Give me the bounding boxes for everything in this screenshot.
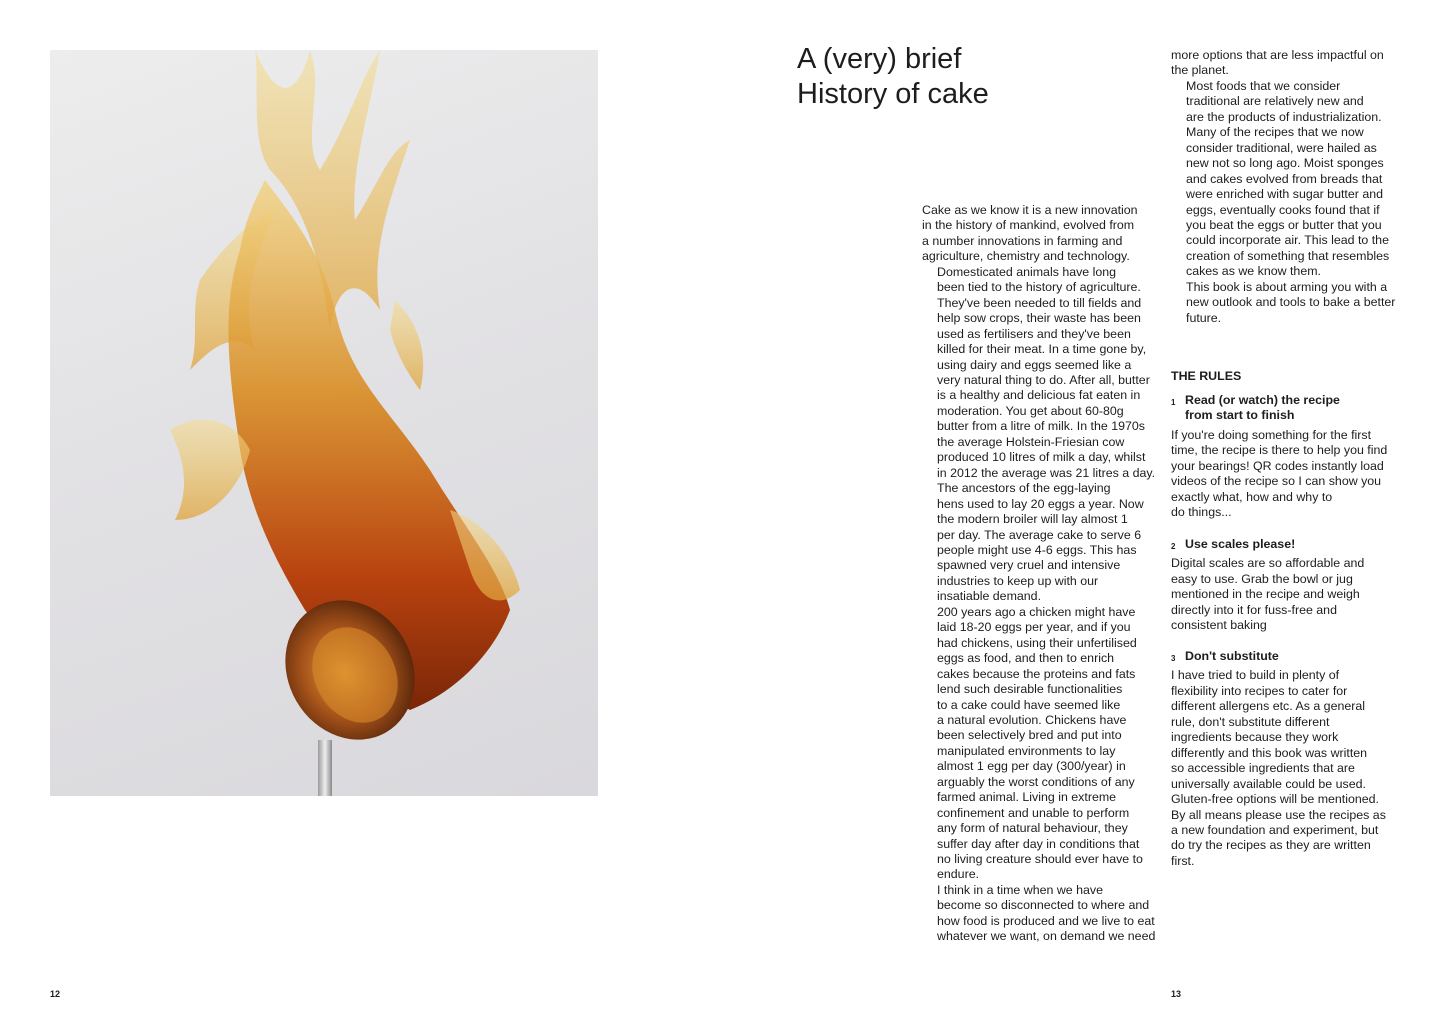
text-line: eggs, eventually cooks found that if — [1186, 202, 1380, 217]
text-line: almost 1 egg per day (300/year) in — [937, 759, 1126, 774]
rule-title-line: Read (or watch) the recipe — [1185, 393, 1340, 407]
text-line: were enriched with sugar butter and — [1186, 187, 1383, 202]
text-line: future. — [1186, 310, 1222, 325]
text-line: directly into it for fuss-free and — [1171, 602, 1337, 617]
rule-title — [1171, 393, 1411, 424]
text-line: This book is about arming you with a — [1186, 279, 1388, 294]
text-line: do things... — [1171, 505, 1232, 520]
paragraph — [922, 265, 1158, 481]
text-line: creation of something that resembles — [1186, 248, 1390, 263]
text-line: I think in a time when we have — [937, 882, 1103, 897]
text-line: any form of natural behaviour, they — [937, 821, 1128, 836]
text-line: traditional are relatively new and — [1186, 94, 1364, 109]
body-column-left — [922, 203, 1158, 945]
text-line: butter from a litre of milk. In the 1970s — [937, 419, 1145, 434]
syrup-splash-photo — [50, 50, 598, 796]
rule-3 — [1171, 649, 1411, 869]
text-line: consistent baking — [1171, 618, 1267, 633]
rule-title — [1171, 649, 1411, 664]
rule-body — [1171, 556, 1411, 633]
page-number-left: 12 — [50, 989, 61, 999]
text-line: using dairy and eggs seemed like a — [937, 357, 1132, 372]
text-line: manipulated environments to lay — [937, 743, 1116, 758]
text-line: Many of the recipes that we now — [1186, 125, 1364, 140]
text-line: been selectively bred and put into — [937, 728, 1122, 743]
text-line: different allergens etc. As a general — [1171, 699, 1366, 714]
text-line: a natural evolution. Chickens have — [937, 712, 1127, 727]
text-line: I have tried to build in plenty of — [1171, 668, 1340, 683]
text-line: hens used to lay 20 eggs a year. Now — [937, 496, 1144, 511]
text-line: laid 18-20 eggs per year, and if you — [937, 620, 1131, 635]
text-line: new not so long ago. Moist sponges — [1186, 156, 1384, 171]
text-line: exactly what, how and why to — [1171, 489, 1333, 504]
text-line: in 2012 the average was 21 litres a day. — [937, 465, 1156, 480]
paragraph — [922, 481, 1158, 605]
rule-body — [1171, 668, 1411, 869]
text-line: are the products of industrialization. — [1186, 109, 1382, 124]
text-line: no living creature should ever have to — [937, 852, 1143, 867]
body-column-right — [1171, 48, 1407, 326]
rule-title-line: Don't substitute — [1185, 649, 1279, 663]
text-line: universally available could be used. — [1171, 776, 1366, 791]
text-line: your bearings! QR codes instantly load — [1171, 458, 1384, 473]
text-line: so accessible ingredients that are — [1171, 761, 1355, 776]
text-line: easy to use. Grab the bowl or jug — [1171, 571, 1353, 586]
text-line: is a healthy and delicious fat eaten in — [937, 388, 1141, 403]
text-line: differently and this book was written — [1171, 745, 1368, 760]
rule-number: 3 — [1171, 654, 1176, 663]
text-line: whatever we want, on demand we need — [937, 929, 1156, 944]
title-line: A (very) brief — [797, 43, 962, 75]
text-line: used as fertilisers and they've been — [937, 326, 1131, 341]
text-line: eggs as food, and then to enrich — [937, 651, 1115, 666]
text-line: They've been needed to till fields and — [937, 295, 1142, 310]
text-line: per day. The average cake to serve 6 — [937, 527, 1142, 542]
text-line: Most foods that we consider — [1186, 78, 1341, 93]
text-line: Cake as we know it is a new innovation — [922, 203, 1138, 217]
text-line: arguably the worst conditions of any — [937, 774, 1135, 789]
text-line: flexibility into recipes to cater for — [1171, 683, 1348, 698]
text-line: videos of the recipe so I can show you — [1171, 474, 1382, 489]
rules-heading: THE RULES — [1171, 369, 1242, 383]
rule-title-line: Use scales please! — [1185, 537, 1296, 551]
text-line: ingredients because they work — [1171, 730, 1339, 745]
text-line: how food is produced and we live to eat — [937, 913, 1155, 928]
text-line: The ancestors of the egg-laying — [937, 481, 1111, 496]
text-line: first. — [1171, 853, 1195, 868]
text-line: produced 10 litres of milk a day, whilst — [937, 450, 1146, 465]
text-line: a number innovations in farming and — [922, 233, 1123, 248]
text-line: Digital scales are so affordable and — [1171, 556, 1365, 571]
text-line: lend such desirable functionalities — [937, 682, 1123, 697]
rule-2 — [1171, 537, 1411, 634]
text-line: cakes as we know them. — [1186, 264, 1321, 279]
paragraph — [922, 203, 1158, 265]
text-line: By all means please use the recipes as — [1171, 807, 1386, 822]
paragraph — [1171, 79, 1407, 280]
rule-title-line: from start to finish — [1185, 408, 1295, 423]
paragraph — [1171, 48, 1407, 79]
page-title — [797, 42, 989, 112]
text-line: in the history of mankind, evolved from — [922, 218, 1135, 233]
text-line: consider traditional, were hailed as — [1186, 140, 1377, 155]
text-line: cakes because the proteins and fats — [937, 666, 1136, 681]
text-line: agriculture, chemistry and technology. — [922, 249, 1130, 264]
rule-body — [1171, 428, 1411, 521]
text-line: had chickens, using their unfertilised — [937, 635, 1137, 650]
text-line: rule, don't substitute different — [1171, 714, 1330, 729]
text-line: more options that are less impactful on — [1171, 48, 1384, 62]
text-line: new outlook and tools to bake a better — [1186, 295, 1396, 310]
text-line: the average Holstein-Friesian cow — [937, 434, 1125, 449]
text-line: people might use 4-6 eggs. This has — [937, 542, 1137, 557]
page-number-right: 13 — [1171, 989, 1182, 999]
text-line: 200 years ago a chicken might have — [937, 604, 1136, 619]
text-line: mentioned in the recipe and weigh — [1171, 587, 1360, 602]
text-line: Gluten-free options will be mentioned. — [1171, 792, 1380, 807]
rule-1 — [1171, 393, 1411, 521]
text-line: help sow crops, their waste has been — [937, 311, 1141, 326]
text-line: killed for their meat. In a time gone by, — [937, 342, 1147, 357]
text-line: you beat the eggs or butter that you — [1186, 217, 1382, 232]
paragraph — [922, 883, 1158, 945]
text-line: do try the recipes as they are written — [1171, 838, 1371, 853]
text-line: to a cake could have seemed like — [937, 697, 1121, 712]
text-line: endure. — [937, 867, 980, 882]
text-line: could incorporate air. This lead to the — [1186, 233, 1389, 248]
text-line: moderation. You get about 60-80g — [937, 403, 1124, 418]
title-line: History of cake — [797, 78, 989, 110]
text-line: confinement and unable to perform — [937, 805, 1130, 820]
text-line: the modern broiler will lay almost 1 — [937, 512, 1128, 527]
rule-number: 1 — [1171, 398, 1176, 407]
text-line: suffer day after day in conditions that — [937, 836, 1140, 851]
text-line: industries to keep up with our — [937, 573, 1099, 588]
text-line: very natural thing to do. After all, butter — [937, 372, 1150, 387]
text-line: and cakes evolved from breads that — [1186, 171, 1383, 186]
paragraph — [922, 605, 1158, 883]
text-line: Domesticated animals have long — [937, 264, 1117, 279]
text-line: become so disconnected to where and — [937, 898, 1150, 913]
text-line: If you're doing something for the first — [1171, 427, 1372, 442]
text-line: time, the recipe is there to help you find — [1171, 443, 1388, 458]
paragraph — [1171, 280, 1407, 326]
text-line: a new foundation and experiment, but — [1171, 822, 1379, 837]
text-line: spawned very cruel and intensive — [937, 558, 1121, 573]
rule-title — [1171, 537, 1411, 552]
text-line: insatiable demand. — [937, 589, 1042, 604]
text-line: been tied to the history of agriculture. — [937, 280, 1141, 295]
rule-number: 2 — [1171, 542, 1176, 551]
text-line: the planet. — [1171, 63, 1229, 78]
text-line: farmed animal. Living in extreme — [937, 790, 1117, 805]
